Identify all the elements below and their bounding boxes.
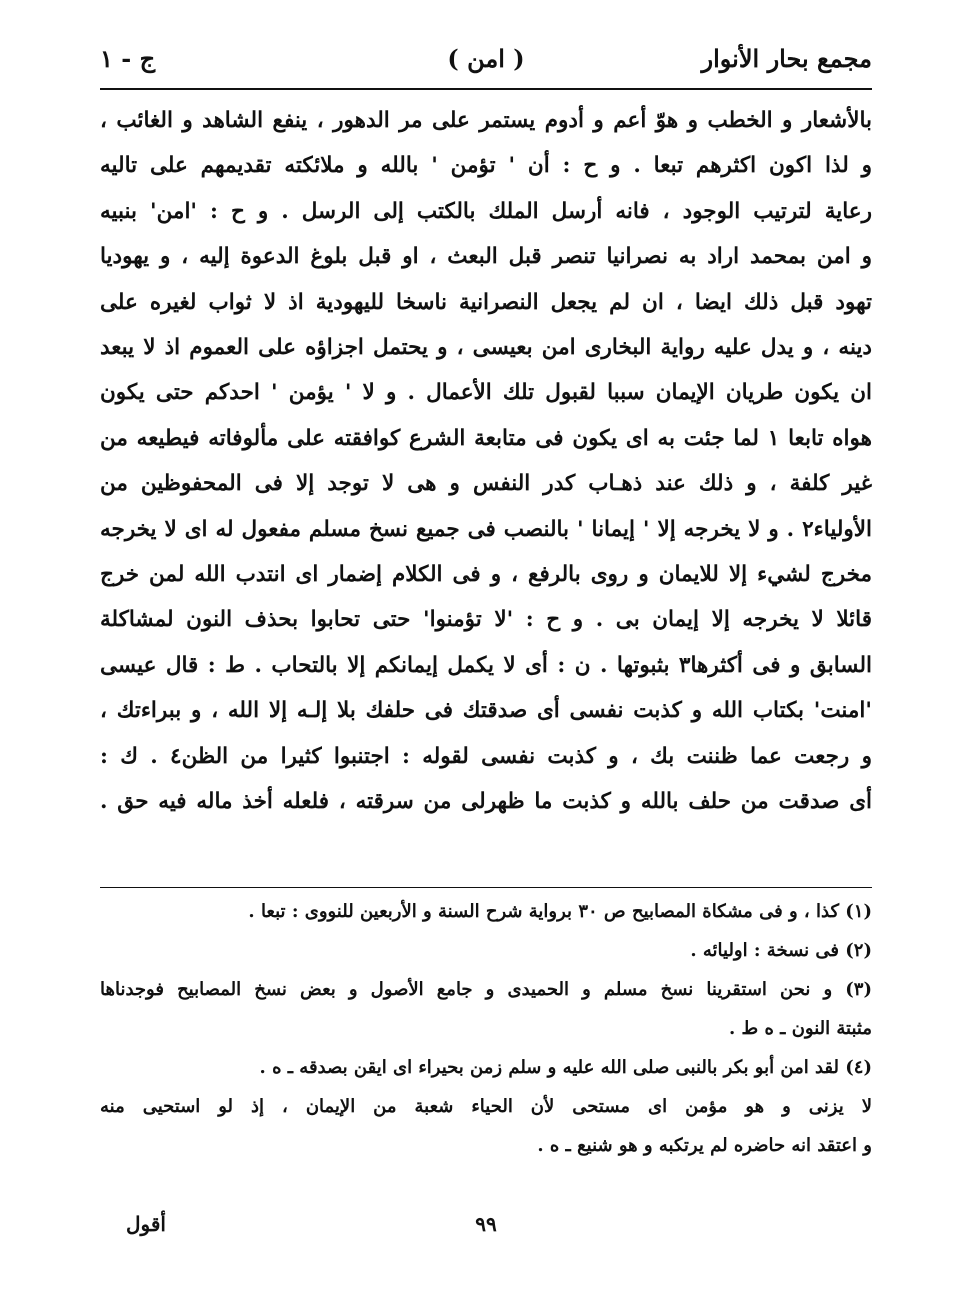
main-text bbox=[100, 98, 872, 825]
text-line: أى صدقت من حلف بالله و كذبت ما ظهرلى من سرقته ، فلعله أخذ ماله فيه حق . bbox=[100, 789, 872, 815]
text-line: السابق و فى أكثرها٣ بثبوتها . ن : أى لا يكمل إيمانكم إلا بالتحاب . ط : قال عيسى bbox=[100, 652, 872, 678]
page-header bbox=[100, 36, 872, 80]
text-line: ان يكون طريان الإيمان سببا لقبول تلك الأعمال . و لا ' يؤمن ' احدكم حتى يكون bbox=[100, 380, 872, 406]
page-number: ٩٩ bbox=[475, 1212, 497, 1236]
text-line: غير كلفة ، و ذلك عند ذهـاب كدر النفس و هى لا توجد إلا فى المحفوظين من bbox=[100, 471, 872, 497]
page-footer bbox=[100, 1212, 872, 1246]
footnotes bbox=[100, 892, 872, 1165]
text-line: الأولياء٢ . و لا يخرجه إلا ' إيمانا ' بالنصب فى جميع نسخ مسلم مفعول له اى لا يخرجه bbox=[100, 516, 872, 542]
header-rule bbox=[100, 88, 872, 90]
text-line: تهود قبل ذلك ايضا ، ان لم يجعل النصرانية ناسخا لليهودية اذ لا ثواب لغيره على bbox=[100, 289, 872, 315]
text-line: و لذا اكون اكثرهم تبعا . و ح : أن ' تؤمن ' بالله و ملائكته تقديمهم على تاليه bbox=[100, 153, 872, 179]
catchword: أقول bbox=[126, 1212, 166, 1236]
text-line: هواه تابعا ١ لما جئت به اى يكون فى متابعة الشرع كوافقته على مألوفاته فيطيعه من bbox=[100, 425, 872, 451]
footnote-1: (١) كذا ، و فى مشكاة المصابيح ص ٣٠ برواية شرح السنة و الأربعين للنووى : تبعا . bbox=[248, 901, 872, 922]
book-title: مجمع بحار الأنوار bbox=[701, 43, 872, 73]
footnote-rule bbox=[100, 887, 872, 888]
text-line: قائلا لا يخرجه إلا إيمان بى . و ح : 'لا تؤمنوا' حتى تحابوا بحذف النون لمشاكلة bbox=[100, 607, 872, 633]
footnote-2: (٢) فى نسخة : اوليائه . bbox=[690, 940, 872, 961]
entry-heading: ( امن ) bbox=[447, 43, 525, 73]
volume-number: ج - ١ bbox=[100, 43, 156, 73]
text-line: بالأشعار و الخطب و هوّ أعم و أدوم يستمر على مر الدهور ، ينفع الشاهد و الغائب ، bbox=[100, 108, 872, 133]
text-line: و امن بمحمد اراد به نصرانيا تنصر قبل البعث ، او قبل بلوغ الدعوة إليه ، و يهوديا bbox=[100, 244, 872, 270]
text-line: دينه ، و يدل عليه رواية البخارى امن بعيسى ، و يحتمل اجزاؤه على العموم اذ لا يبعد bbox=[100, 335, 872, 361]
text-line: 'امنت' بكتاب الله و كذبت نفسى أى صدقتك فى حلفك بلا إلـه إلا الله ، و ببراءتك ، bbox=[100, 698, 872, 724]
text-line: رعاية لترتيب الوجود ، فانه أرسل الملك بالكتب إلى الرسل . و ح : 'امن' بنبيه bbox=[100, 198, 872, 224]
footnote-4: (٤) لقد امن أبو بكر بالنبى صلى الله عليه و سلم زمن بحيراء اى ايقن بصدقه ـ ه . bbox=[259, 1057, 872, 1078]
footnote-3-cont: مثبتة النون ـ ه ط . bbox=[729, 1018, 872, 1039]
footnote-4-end: و اعتقد انه حاضره لم يرتكبه و هو شنيع ـ ه . bbox=[537, 1135, 872, 1156]
text-line: و رجعت عما ظننت بك ، و كذبت نفسى لقوله : اجتنبوا كثيرا من الظن٤ . ك : bbox=[100, 743, 872, 769]
text-line: مخرج لشيء إلا للايمان و روى بالرفع ، و فى الكلام إضمار اى انتدب الله لمن خرج bbox=[100, 562, 872, 588]
footnote-4-cont: لا يزنى و هو مؤمن اى مستحى لأن الحياء شعبة من الإيمان ، إذ لو استحيى منه bbox=[100, 1096, 872, 1117]
footnote-3: (٣) و نحن استقرينا نسخ مسلم و الحميدى و جامع الأصول و بعض نسخ المصابيح فوجدناها bbox=[100, 979, 872, 1000]
